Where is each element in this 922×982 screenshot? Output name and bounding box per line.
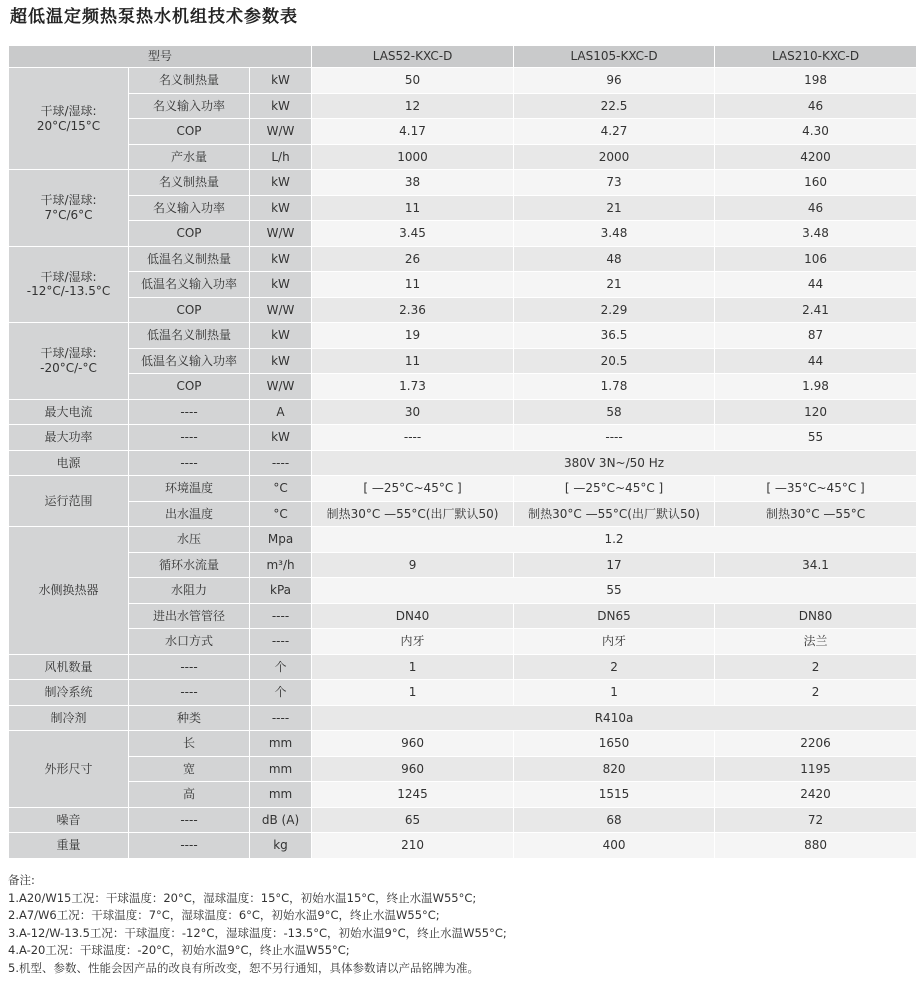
group-label <box>9 654 129 680</box>
table-row <box>9 603 917 629</box>
param-unit: 个 <box>250 680 312 706</box>
group-label <box>9 399 129 425</box>
group-label-line: -20°C/-°C <box>40 360 97 375</box>
param-value: 11 <box>312 348 514 374</box>
param-name: COP <box>129 374 250 400</box>
param-unit: kW <box>250 170 312 196</box>
table-row <box>9 807 917 833</box>
param-unit: ---- <box>250 629 312 655</box>
group-label-line: 运行范围 <box>44 493 93 508</box>
param-value: 21 <box>514 195 715 221</box>
table-row <box>9 68 917 94</box>
param-unit: °C <box>250 501 312 527</box>
param-value: 34.1 <box>715 552 917 578</box>
param-name: 名义输入功率 <box>129 195 250 221</box>
param-value: 11 <box>312 272 514 298</box>
header-model-name: LAS105-KXC-D <box>514 46 715 68</box>
group-label-line: 制冷剂 <box>50 710 87 725</box>
group-label <box>9 425 129 451</box>
param-value: 2 <box>715 654 917 680</box>
param-unit: kW <box>250 93 312 119</box>
param-value: 26 <box>312 246 514 272</box>
note-item: 4.A-20工况：干球温度：-20°C，初始水温9°C，终止水温W55°C; <box>8 943 350 958</box>
param-name: 长 <box>129 731 250 757</box>
table-row <box>9 552 917 578</box>
note-item: 3.A-12/W-13.5工况：干球温度：-12°C，湿球温度：-13.5°C，初始水温9°C，终止水温W55°C; <box>8 925 507 940</box>
table-row <box>9 476 917 502</box>
group-label-line: 干球/湿球: <box>40 104 97 119</box>
param-value: 44 <box>715 348 917 374</box>
table-row <box>9 374 917 400</box>
param-name: COP <box>129 297 250 323</box>
group-label <box>9 731 129 808</box>
param-value: 2.41 <box>715 297 917 323</box>
note-item: 1.A20/W15工况：干球温度：20°C，湿球温度：15°C，初始水温15°C，终止水温W55°C; <box>8 890 477 905</box>
group-label-line: 干球/湿球: <box>40 346 97 361</box>
param-unit: dB (A) <box>250 807 312 833</box>
table-row <box>9 578 917 604</box>
group-label-line: 干球/湿球: <box>40 269 97 284</box>
param-name: 水压 <box>129 527 250 553</box>
param-value: DN80 <box>715 603 917 629</box>
param-value: 1195 <box>715 756 917 782</box>
group-label-line: 7°C/6°C <box>44 207 93 222</box>
param-value: 198 <box>715 68 917 94</box>
table-row <box>9 144 917 170</box>
table-row <box>9 782 917 808</box>
param-name: ---- <box>129 654 250 680</box>
param-value: 2206 <box>715 731 917 757</box>
page-title: 超低温定频热泵热水机组技术参数表 <box>10 7 298 27</box>
param-value: DN65 <box>514 603 715 629</box>
group-label <box>9 527 129 655</box>
param-value: 820 <box>514 756 715 782</box>
table-row <box>9 629 917 655</box>
param-value: 1245 <box>312 782 514 808</box>
param-value: 2 <box>514 654 715 680</box>
param-name: 水阻力 <box>129 578 250 604</box>
param-value: 210 <box>312 833 514 859</box>
param-value: 4200 <box>715 144 917 170</box>
header-model-name: LAS52-KXC-D <box>312 46 514 68</box>
group-label-line: 制冷系统 <box>44 685 93 700</box>
param-value: 400 <box>514 833 715 859</box>
param-name: COP <box>129 119 250 145</box>
param-unit: W/W <box>250 374 312 400</box>
param-name: 环境温度 <box>129 476 250 502</box>
param-unit: W/W <box>250 297 312 323</box>
param-value: 3.48 <box>715 221 917 247</box>
param-value: ---- <box>312 425 514 451</box>
group-label <box>9 323 129 400</box>
param-unit: L/h <box>250 144 312 170</box>
param-unit: ---- <box>250 450 312 476</box>
group-label <box>9 705 129 731</box>
param-name: 水口方式 <box>129 629 250 655</box>
param-value: 1000 <box>312 144 514 170</box>
param-unit: kPa <box>250 578 312 604</box>
param-name: 低温名义制热量 <box>129 246 250 272</box>
param-value: 内牙 <box>312 629 514 655</box>
param-value: 58 <box>514 399 715 425</box>
group-label <box>9 450 129 476</box>
param-unit: mm <box>250 782 312 808</box>
param-value: 3.45 <box>312 221 514 247</box>
group-label-line: 重量 <box>56 838 81 853</box>
table-row <box>9 756 917 782</box>
param-unit: 个 <box>250 654 312 680</box>
param-value: 880 <box>715 833 917 859</box>
group-label <box>9 680 129 706</box>
param-value: 法兰 <box>715 629 917 655</box>
table-row <box>9 119 917 145</box>
param-value: [ —25°C~45°C ] <box>514 476 715 502</box>
param-unit: kW <box>250 323 312 349</box>
param-name: ---- <box>129 680 250 706</box>
param-value: DN40 <box>312 603 514 629</box>
group-label <box>9 246 129 323</box>
param-value: 11 <box>312 195 514 221</box>
param-value: 1.2 <box>312 527 917 553</box>
param-value: 87 <box>715 323 917 349</box>
param-name: 低温名义输入功率 <box>129 272 250 298</box>
param-value: 2 <box>715 680 917 706</box>
param-value: 68 <box>514 807 715 833</box>
param-value: 内牙 <box>514 629 715 655</box>
param-value: 1 <box>312 680 514 706</box>
group-label-line: 最大功率 <box>44 430 93 445</box>
param-value: 1650 <box>514 731 715 757</box>
table-row <box>9 425 917 451</box>
param-value: 96 <box>514 68 715 94</box>
table-row <box>9 221 917 247</box>
param-name: ---- <box>129 807 250 833</box>
group-label-line: 噪音 <box>56 812 81 827</box>
group-label <box>9 807 129 833</box>
param-value: 1 <box>514 680 715 706</box>
table-row <box>9 272 917 298</box>
group-label-line: 外形尺寸 <box>44 761 93 776</box>
header-model-label: 型号 <box>9 46 312 68</box>
param-value: R410a <box>312 705 917 731</box>
group-label-line: 水侧换热器 <box>38 583 99 598</box>
param-unit: kW <box>250 246 312 272</box>
table-row <box>9 705 917 731</box>
param-unit: kW <box>250 195 312 221</box>
param-value: 22.5 <box>514 93 715 119</box>
param-unit: mm <box>250 731 312 757</box>
table-row <box>9 501 917 527</box>
header-model-name: LAS210-KXC-D <box>715 46 917 68</box>
param-unit: kW <box>250 68 312 94</box>
group-label-line: 最大电流 <box>44 404 93 419</box>
param-name: ---- <box>129 450 250 476</box>
param-value: 19 <box>312 323 514 349</box>
table-row <box>9 348 917 374</box>
param-value: 1515 <box>514 782 715 808</box>
param-unit: W/W <box>250 119 312 145</box>
param-value: 73 <box>514 170 715 196</box>
param-value: 制热30°C —55°C <box>715 501 917 527</box>
param-value: 1.98 <box>715 374 917 400</box>
notes <box>8 872 507 978</box>
param-unit: kW <box>250 425 312 451</box>
param-unit: kg <box>250 833 312 859</box>
table-row <box>9 195 917 221</box>
param-value: 44 <box>715 272 917 298</box>
table-row <box>9 527 917 553</box>
param-name: 高 <box>129 782 250 808</box>
param-value: 20.5 <box>514 348 715 374</box>
param-value: 380V 3N~/50 Hz <box>312 450 917 476</box>
group-label-line: 电源 <box>56 455 81 470</box>
table-row <box>9 246 917 272</box>
param-value: [ —35°C~45°C ] <box>715 476 917 502</box>
table-header-row <box>9 46 917 68</box>
param-value: [ —25°C~45°C ] <box>312 476 514 502</box>
table-row <box>9 297 917 323</box>
param-value: 4.17 <box>312 119 514 145</box>
param-value: 4.27 <box>514 119 715 145</box>
param-value: 36.5 <box>514 323 715 349</box>
param-name: COP <box>129 221 250 247</box>
table-row <box>9 833 917 859</box>
param-unit: m³/h <box>250 552 312 578</box>
param-value: 72 <box>715 807 917 833</box>
param-value: 50 <box>312 68 514 94</box>
param-name: 进出水管管径 <box>129 603 250 629</box>
param-name: 产水量 <box>129 144 250 170</box>
group-label-line: -12°C/-13.5°C <box>26 284 111 299</box>
param-unit: W/W <box>250 221 312 247</box>
param-value: 4.30 <box>715 119 917 145</box>
group-label-line: 20°C/15°C <box>36 118 101 133</box>
param-value: 2000 <box>514 144 715 170</box>
param-value: 9 <box>312 552 514 578</box>
param-value: 2.29 <box>514 297 715 323</box>
param-value: 65 <box>312 807 514 833</box>
param-value: 46 <box>715 195 917 221</box>
param-name: 低温名义输入功率 <box>129 348 250 374</box>
param-unit: A <box>250 399 312 425</box>
param-unit: °C <box>250 476 312 502</box>
table-row <box>9 731 917 757</box>
param-unit: kW <box>250 272 312 298</box>
param-name: 名义制热量 <box>129 68 250 94</box>
param-unit: mm <box>250 756 312 782</box>
group-label-line: 风机数量 <box>44 659 93 674</box>
param-value: ---- <box>514 425 715 451</box>
param-value: 38 <box>312 170 514 196</box>
param-name: ---- <box>129 399 250 425</box>
group-label <box>9 476 129 527</box>
param-name: ---- <box>129 425 250 451</box>
table-row <box>9 93 917 119</box>
param-name: 种类 <box>129 705 250 731</box>
param-name: 循环水流量 <box>129 552 250 578</box>
note-item: 2.A7/W6工况：干球温度：7°C，湿球温度：6°C，初始水温9°C，终止水温W55°C; <box>8 908 440 923</box>
param-value: 55 <box>715 425 917 451</box>
table-row <box>9 680 917 706</box>
param-unit: kW <box>250 348 312 374</box>
group-label-line: 干球/湿球: <box>40 193 97 208</box>
param-value: 160 <box>715 170 917 196</box>
param-value: 17 <box>514 552 715 578</box>
notes-heading: 备注: <box>8 873 35 887</box>
param-name: 低温名义制热量 <box>129 323 250 349</box>
spec-table <box>8 45 917 859</box>
param-value: 1.78 <box>514 374 715 400</box>
param-value: 2420 <box>715 782 917 808</box>
param-name: 宽 <box>129 756 250 782</box>
table-row <box>9 399 917 425</box>
group-label <box>9 68 129 170</box>
param-value: 30 <box>312 399 514 425</box>
table-row <box>9 450 917 476</box>
param-value: 3.48 <box>514 221 715 247</box>
param-value: 46 <box>715 93 917 119</box>
param-value: 120 <box>715 399 917 425</box>
param-unit: ---- <box>250 603 312 629</box>
group-label <box>9 833 129 859</box>
param-value: 55 <box>312 578 917 604</box>
param-value: 960 <box>312 731 514 757</box>
param-value: 1.73 <box>312 374 514 400</box>
param-value: 12 <box>312 93 514 119</box>
param-unit: Mpa <box>250 527 312 553</box>
param-value: 48 <box>514 246 715 272</box>
table-row <box>9 170 917 196</box>
table-row <box>9 654 917 680</box>
table-row <box>9 323 917 349</box>
param-name: 名义输入功率 <box>129 93 250 119</box>
param-name: 出水温度 <box>129 501 250 527</box>
param-value: 1 <box>312 654 514 680</box>
param-value: 21 <box>514 272 715 298</box>
param-unit: ---- <box>250 705 312 731</box>
group-label <box>9 170 129 247</box>
param-value: 制热30°C —55°C(出厂默认50) <box>514 501 715 527</box>
param-value: 106 <box>715 246 917 272</box>
param-value: 制热30°C —55°C(出厂默认50) <box>312 501 514 527</box>
note-item: 5.机型、参数、性能会因产品的改良有所改变，恕不另行通知，具体参数请以产品铭牌为准。 <box>8 960 479 975</box>
param-name: 名义制热量 <box>129 170 250 196</box>
param-value: 960 <box>312 756 514 782</box>
param-name: ---- <box>129 833 250 859</box>
param-value: 2.36 <box>312 297 514 323</box>
